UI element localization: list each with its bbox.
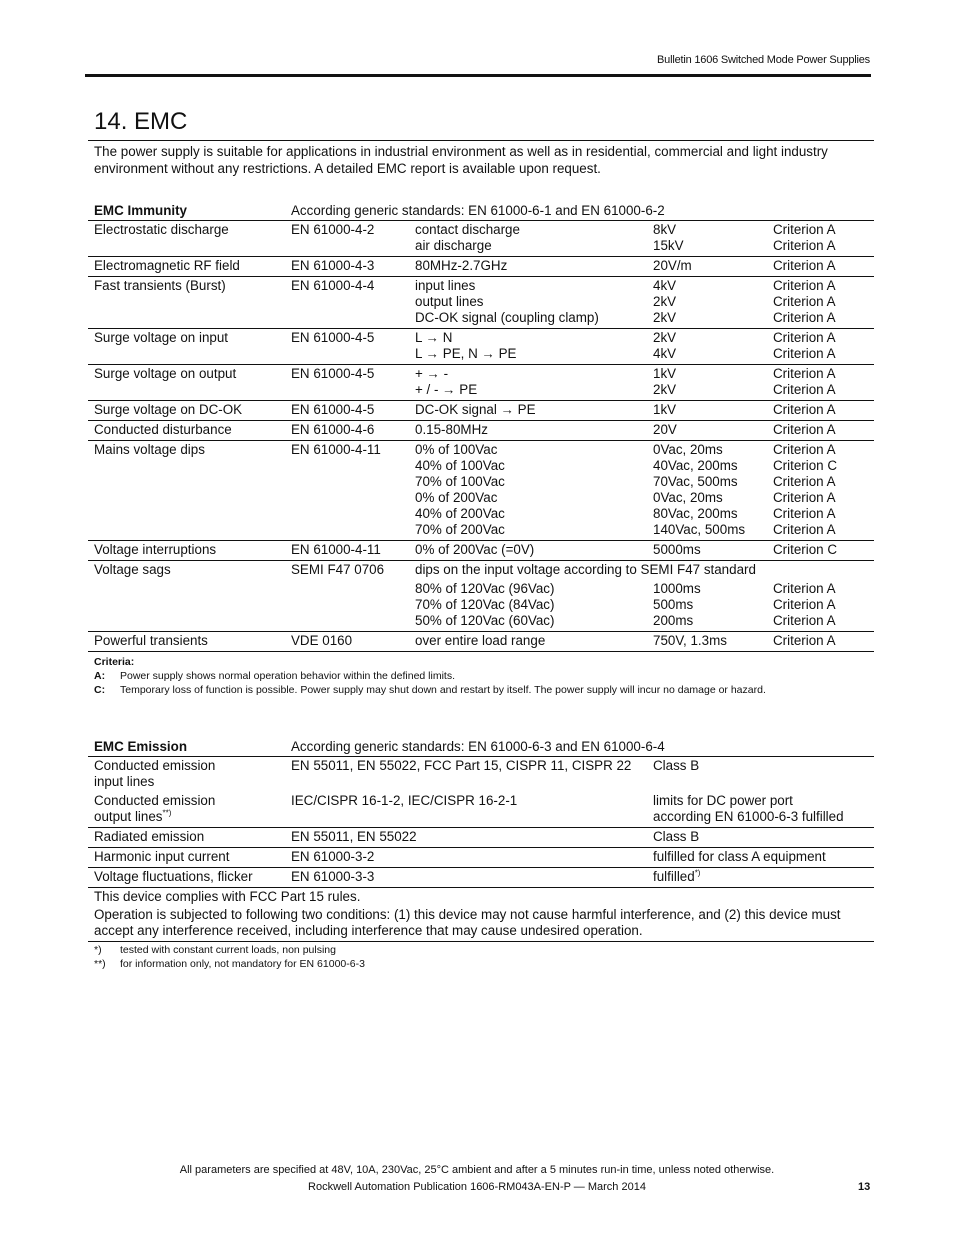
- emission-row-conducted-input: Conducted emission input lines EN 55011, EN 55022, FCC Part 15, CISPR 11, CISPR 22 Class B: [94, 758, 700, 789]
- immunity-row: [88, 421, 874, 441]
- immunity-standards: According generic standards: EN 61000-6-1 and EN 61000-6-2: [291, 203, 665, 218]
- fcc-statement: This device complies with FCC Part 15 rules.: [94, 889, 361, 904]
- row-levels: 4kV 2kV 2kV: [653, 278, 677, 325]
- row-tests: DC-OK signal → PE: [415, 402, 536, 417]
- row-standard: EN 61000-4-6: [291, 422, 375, 437]
- footnote-2: **) for information only, not mandatory for EN 61000-6-3: [94, 958, 365, 970]
- row-criteria: Criterion A: [773, 258, 836, 273]
- row-criteria: Criterion A: [773, 402, 836, 417]
- row-test: over entire load range: [415, 633, 546, 648]
- immunity-row-sags: [88, 561, 874, 632]
- sags-tests: 80% of 120Vac (96Vac) 70% of 120Vac (84Vac) 50% of 120Vac (60Vac): [415, 581, 555, 628]
- row-name: Fast transients (Burst): [94, 278, 226, 293]
- row-criterion: Criterion A: [773, 633, 836, 648]
- emission-row-conducted-output: Conducted emission output lines**) IEC/CISPR 16-1-2, IEC/CISPR 16-2-1 limits for DC power port according EN 61000-6-3 fulfilled: [88, 792, 874, 828]
- criteria-notes: [94, 655, 864, 697]
- row-name: Surge voltage on DC-OK: [94, 402, 243, 417]
- section-intro: The power supply is suitable for applications in industrial environment as well as in residential, commercial and light industry environment without any restrictions. A detailed EMC report is available upon request.: [94, 144, 828, 176]
- emc-emission-table: [88, 738, 874, 888]
- row-standard: SEMI F47 0706: [291, 562, 385, 577]
- row-tests: + → - + / - → PE: [415, 366, 478, 397]
- emission-header-row: [88, 738, 874, 757]
- row-name: Surge voltage on input: [94, 330, 229, 345]
- emission-label: EMC Emission: [94, 739, 188, 754]
- operation-statement: Operation is subjected to following two conditions: (1) this device may not cause harmful interference, and (2) this device must accept any interference received, including interference that may cause undesired operation.: [94, 907, 841, 938]
- row-levels: 0Vac, 20ms 40Vac, 200ms 70Vac, 500ms 0Vac, 20ms 80Vac, 200ms 140Vac, 500ms: [653, 442, 746, 537]
- immunity-header-row: [88, 202, 874, 221]
- row-tests: input lines output lines DC-OK signal (coupling clamp): [415, 278, 599, 325]
- emission-row-harmonic: Harmonic input current EN 61000-3-2 fulfilled for class A equipment: [88, 848, 874, 868]
- row-name: Mains voltage dips: [94, 442, 205, 457]
- sags-criteria: Criterion A Criterion A Criterion A: [773, 581, 836, 628]
- row-tests: contact discharge air discharge: [415, 222, 520, 253]
- row-criteria: Criterion A Criterion A Criterion A: [773, 278, 836, 325]
- row-tests: 0% of 200Vac (=0V): [415, 542, 535, 557]
- immunity-row: [88, 257, 874, 277]
- immunity-row-powerful-transients: [88, 632, 874, 652]
- criteria-c: C: Temporary loss of function is possible. Power supply may shut down and restart by itself. The power supply will incur no damage or hazard.: [94, 684, 766, 696]
- footer-params: All parameters are specified at 48V, 10A, 230Vac, 25°C ambient and after a 5 minutes run-in time, unless noted otherwise.: [179, 1164, 775, 1176]
- running-header: Bulletin 1606 Switched Mode Power Supplies: [657, 54, 870, 66]
- header-rule: [85, 74, 871, 77]
- immunity-row: [88, 365, 874, 401]
- immunity-row: [88, 441, 874, 541]
- row-standard: EN 61000-4-3: [291, 258, 375, 273]
- sags-note: dips on the input voltage according to SEMI F47 standard: [415, 562, 756, 577]
- criteria-title: Criteria:: [94, 656, 135, 668]
- row-levels: 20V: [653, 422, 677, 437]
- row-name: Voltage interruptions: [94, 542, 217, 557]
- row-standard: VDE 0160: [291, 633, 353, 648]
- immunity-row: [88, 221, 874, 257]
- row-levels: 20V/m: [653, 258, 692, 273]
- emission-row-flicker: Voltage fluctuations, flicker EN 61000-3-3 fulfilled*): [88, 868, 874, 888]
- row-tests: 80MHz-2.7GHz: [415, 258, 508, 273]
- immunity-row: [88, 541, 874, 561]
- row-criteria: Criterion A Criterion C Criterion A Criterion A Criterion A Criterion A: [773, 442, 837, 537]
- row-levels: 5000ms: [653, 542, 701, 557]
- footer-publication: Rockwell Automation Publication 1606-RM043A-EN-P — March 2014: [308, 1181, 646, 1193]
- row-levels: 1kV 2kV: [653, 366, 677, 397]
- emission-row-radiated: Radiated emission EN 55011, EN 55022 Class B: [88, 828, 874, 848]
- footnotes: [94, 943, 864, 971]
- row-levels: 1kV: [653, 402, 677, 417]
- row-standard: EN 61000-4-4: [291, 278, 375, 293]
- immunity-label: EMC Immunity: [94, 203, 187, 218]
- row-criteria: Criterion C: [773, 542, 837, 557]
- section-rule: [88, 140, 874, 141]
- row-criteria: Criterion A: [773, 422, 836, 437]
- row-tests: L → N L → PE, N → PE: [415, 330, 517, 361]
- section-title: 14. EMC: [94, 108, 188, 135]
- row-standard: EN 61000-4-2: [291, 222, 375, 237]
- row-standard: EN 61000-4-5: [291, 366, 375, 381]
- emc-immunity-table: [88, 202, 874, 652]
- row-name: Voltage sags: [94, 562, 171, 577]
- immunity-row: [88, 277, 874, 329]
- row-standard: EN 61000-4-5: [291, 402, 375, 417]
- criteria-a: A: Power supply shows normal operation behavior within the defined limits.: [94, 670, 456, 682]
- row-levels: 2kV 4kV: [653, 330, 677, 361]
- row-standard: EN 61000-4-11: [291, 442, 381, 457]
- row-tests: 0.15-80MHz: [415, 422, 488, 437]
- page-number: 13: [858, 1181, 871, 1193]
- row-criteria: Criterion A Criterion A: [773, 330, 836, 361]
- row-name: Electromagnetic RF field: [94, 258, 240, 273]
- emission-end-rule: [88, 941, 874, 942]
- row-criteria: Criterion A Criterion A: [773, 366, 836, 397]
- row-name: Conducted disturbance: [94, 422, 232, 437]
- row-name: Surge voltage on output: [94, 366, 237, 381]
- row-name: Powerful transients: [94, 633, 208, 648]
- row-standard: EN 61000-4-11: [291, 542, 381, 557]
- row-level: 750V, 1.3ms: [653, 633, 727, 648]
- row-criteria: Criterion A Criterion A: [773, 222, 836, 253]
- immunity-row: [88, 401, 874, 421]
- immunity-row: [88, 329, 874, 365]
- sags-levels: 1000ms 500ms 200ms: [653, 581, 701, 628]
- emission-standards: According generic standards: EN 61000-6-3 and EN 61000-6-4: [291, 739, 665, 754]
- row-name: Electrostatic discharge: [94, 222, 229, 237]
- row-standard: EN 61000-4-5: [291, 330, 375, 345]
- row-tests: 0% of 100Vac 40% of 100Vac 70% of 100Vac 0% of 200Vac 40% of 200Vac 70% of 200Vac: [415, 442, 505, 537]
- footnote-1: *) tested with constant current loads, non pulsing: [94, 944, 336, 956]
- row-levels: 8kV 15kV: [653, 222, 684, 253]
